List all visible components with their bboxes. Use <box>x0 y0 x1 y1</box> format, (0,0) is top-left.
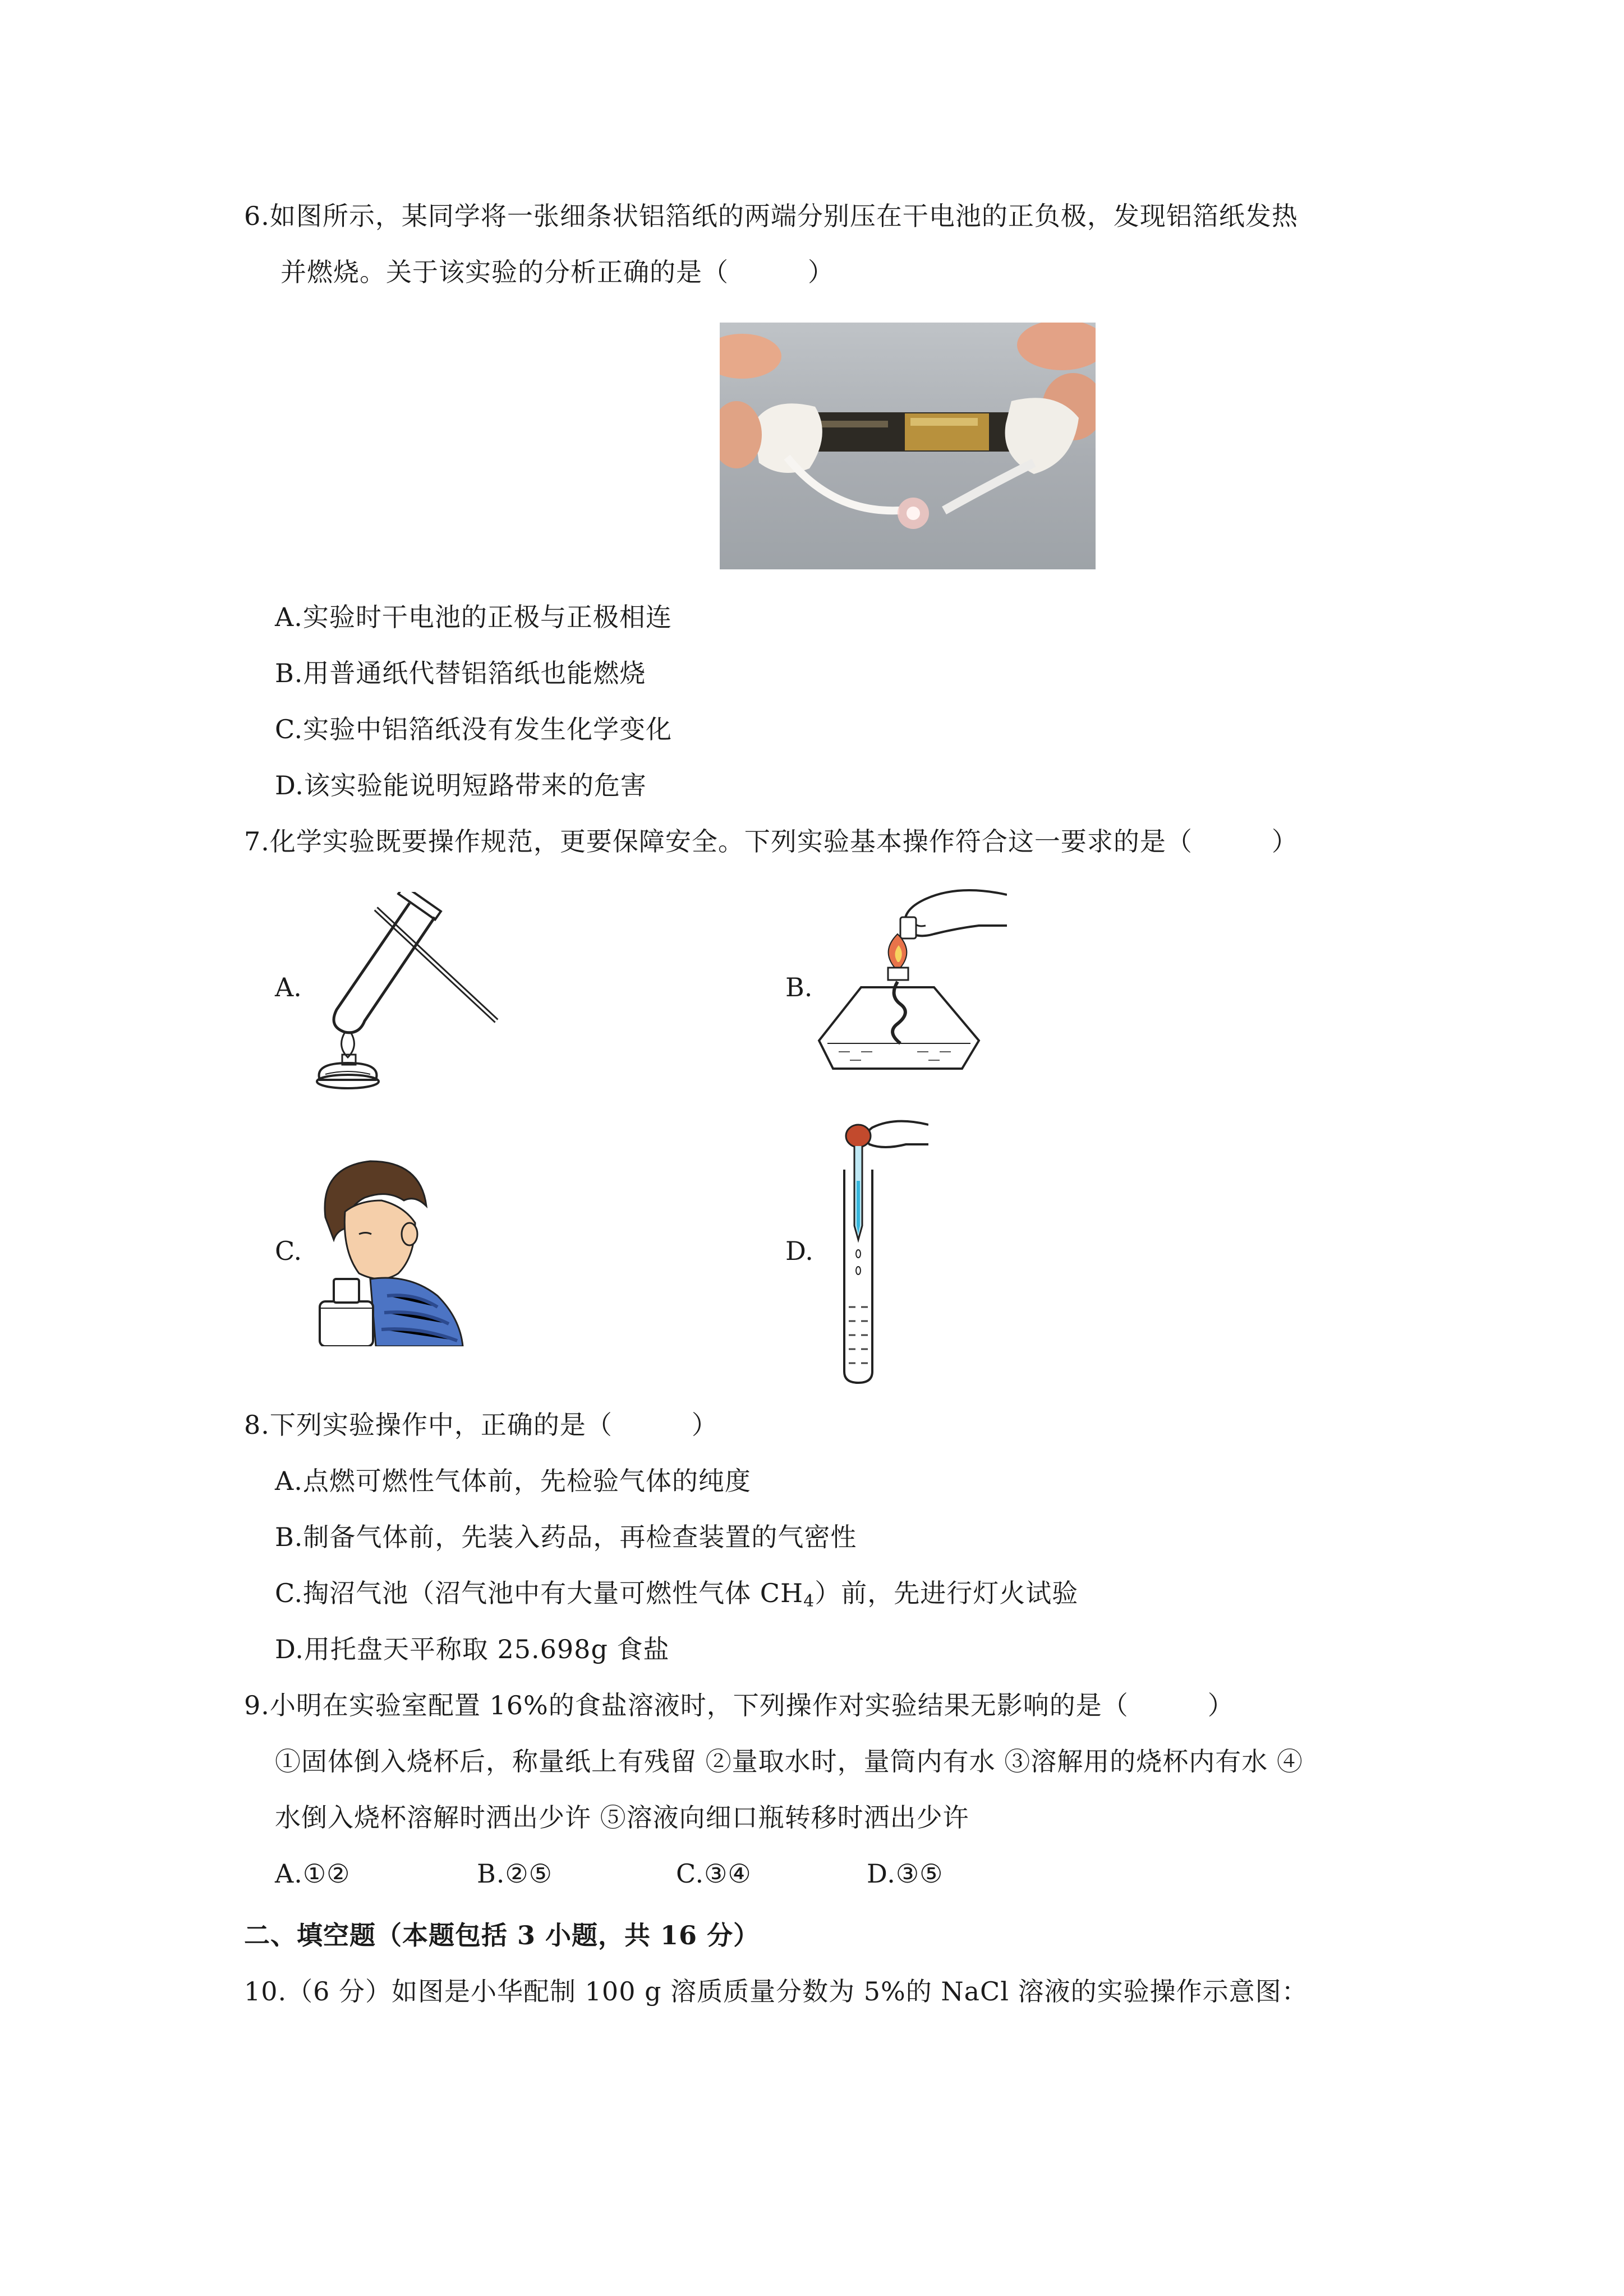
q8-option-c: C.掏沼气池（沼气池中有大量可燃性气体 $CH_4$）前，先进行灯火试验 <box>275 1578 1079 1611</box>
q6-option-b: B.用普通纸代替铝箔纸也能燃烧 <box>275 658 646 688</box>
q7-figure-c-smelling-bottle <box>303 1144 471 1349</box>
q8-stem: 8.下列实验操作中，正确的是（ ） <box>244 1410 718 1440</box>
q8-option-d: D.用托盘天平称取 25.698g 食盐 <box>275 1634 670 1664</box>
q6-option-d: D.该实验能说明短路带来的危害 <box>275 770 647 800</box>
battery-experiment-photo <box>720 323 1096 569</box>
q7-label-a: A. <box>275 972 302 1002</box>
q7-figure-d-dropper-test-tube <box>816 1114 928 1396</box>
q9-detail-line1: ①固体倒入烧杯后，称量纸上有残留 ②量取水时，量筒内有水 ③溶解用的烧杯内有水 ④ <box>275 1746 1303 1777</box>
q7-label-c: C. <box>275 1236 302 1266</box>
q6-stem-line1: 6.如图所示，某同学将一张细条状铝箔纸的两端分别压在干电池的正负极，发现铝箔纸发热 <box>244 201 1298 231</box>
q9-detail-line2: 水倒入烧杯溶解时洒出少许 ⑤溶液向细口瓶转移时洒出少许 <box>275 1802 969 1833</box>
q8-option-b: B.制备气体前，先装入药品，再检查装置的气密性 <box>275 1522 857 1552</box>
q7-figure-a-heating-test-tube <box>303 892 510 1096</box>
q7-stem: 7.化学实验既要操作规范，更要保障安全。下列实验基本操作符合这一要求的是（ ） <box>244 826 1298 857</box>
q6-option-c: C.实验中铝箔纸没有发生化学变化 <box>275 714 673 744</box>
q9-option-c: C.③④ <box>676 1858 752 1889</box>
q9-option-d: D.③⑤ <box>867 1858 944 1889</box>
q6-option-a: A.实验时干电池的正极与正极相连 <box>275 602 672 632</box>
q7-label-d: D. <box>785 1236 813 1266</box>
q6-stem-line2: 并燃烧。关于该实验的分析正确的是（ ） <box>280 257 834 287</box>
q7-label-b: B. <box>785 972 813 1002</box>
q7-figure-b-lighting-lamp <box>816 884 1007 1099</box>
q10-stem: 10.（6 分）如图是小华配制 100 g 溶质质量分数为 5%的 NaCl 溶液的实验操作示意图： <box>244 1976 1308 2007</box>
q9-option-a: A.①② <box>275 1858 351 1889</box>
section-title: 二、填空题（本题包括 3 小题，共 16 分） <box>244 1920 760 1950</box>
q9-option-b: B.②⑤ <box>477 1858 553 1889</box>
q8-option-a: A.点燃可燃性气体前，先检验气体的纯度 <box>275 1466 751 1496</box>
q9-stem: 9.小明在实验室配置 16%的食盐溶液时，下列操作对实验结果无影响的是（ ） <box>244 1690 1234 1720</box>
